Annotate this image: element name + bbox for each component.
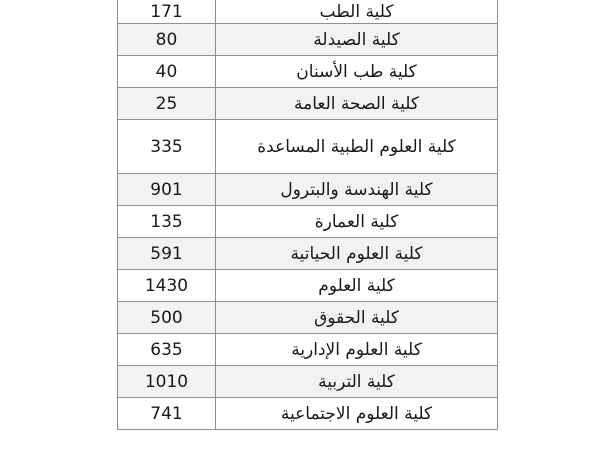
count-cell: 1010 [118, 366, 216, 397]
count-cell: 901 [118, 174, 216, 205]
count-cell: 1430 [118, 270, 216, 301]
colleges-table [117, 0, 498, 430]
college-name-cell: كلية الحقوق [314, 307, 399, 328]
college-name-cell: كلية طب الأسنان [296, 61, 417, 82]
college-name-cell: كلية الطب [319, 1, 394, 22]
table-row [117, 206, 498, 238]
count-cell: 171 [118, 0, 216, 23]
college-name-cell: كلية العلوم الإدارية [291, 339, 422, 360]
count-cell: 25 [118, 88, 216, 119]
table-row [117, 88, 498, 120]
table-row [117, 334, 498, 366]
table-row [117, 24, 498, 56]
college-name-cell: كلية العلوم الحياتية [290, 243, 423, 264]
count-cell: 635 [118, 334, 216, 365]
college-name-cell: كلية العمارة [314, 211, 399, 232]
college-name-cell: كلية العلوم الطبية المساعدة [257, 136, 456, 157]
table-row [117, 366, 498, 398]
count-cell: 80 [118, 24, 216, 55]
count-cell: 591 [118, 238, 216, 269]
table-row [117, 302, 498, 334]
count-cell: 741 [118, 398, 216, 429]
college-name-cell: كلية الصيدلة [313, 29, 400, 50]
table-row [117, 238, 498, 270]
count-cell: 135 [118, 206, 216, 237]
table-row [117, 120, 498, 174]
college-name-cell: كلية الهندسة والبترول [280, 179, 433, 200]
college-name-cell: كلية التربية [318, 371, 395, 392]
college-name-cell: كلية العلوم [318, 275, 395, 296]
table-row [117, 174, 498, 206]
count-cell: 500 [118, 302, 216, 333]
table-row [117, 56, 498, 88]
table-row [117, 398, 498, 430]
table-row [117, 0, 498, 24]
count-cell: 40 [118, 56, 216, 87]
college-name-cell: كلية الصحة العامة [294, 93, 420, 114]
table-row [117, 270, 498, 302]
college-name-cell: كلية العلوم الاجتماعية [280, 403, 433, 424]
count-cell: 335 [118, 120, 216, 173]
